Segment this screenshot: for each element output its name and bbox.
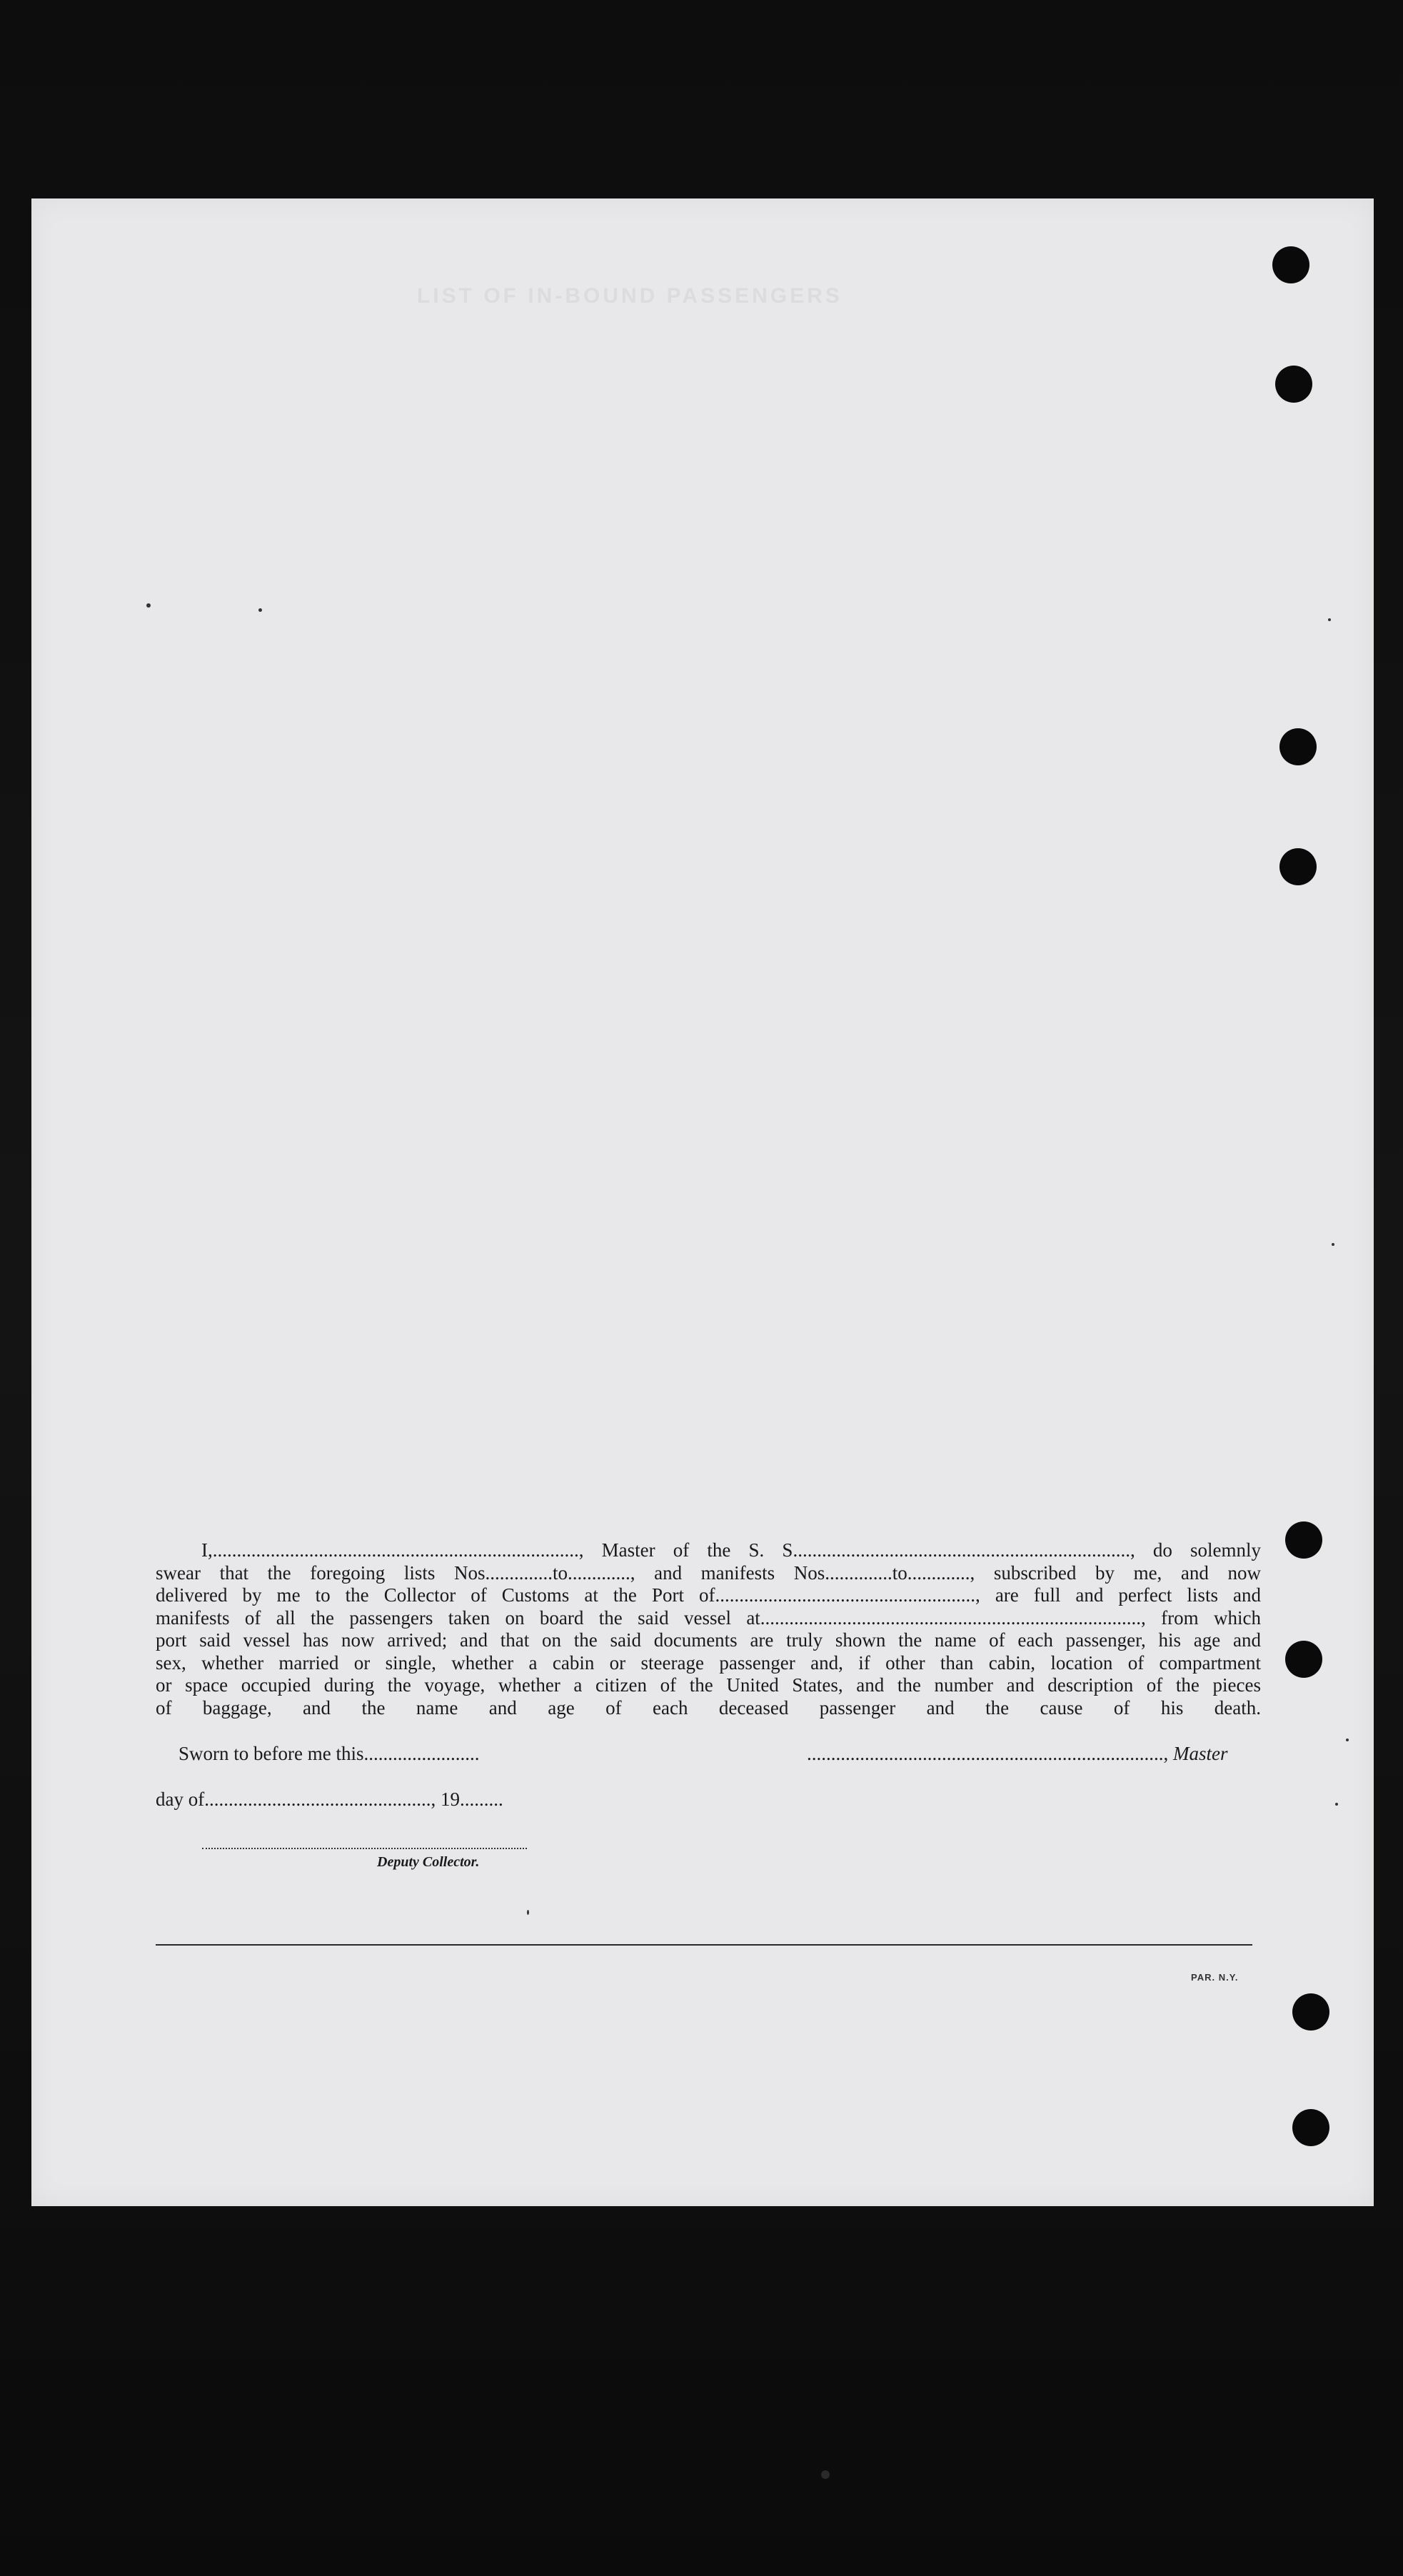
oath-paragraph xyxy=(156,1539,1261,1719)
speck xyxy=(821,2470,830,2479)
master-signature-dots: .........................................................................., xyxy=(807,1743,1169,1764)
oath-line: I,............................................................................, Master of the S. S......................................................................, do solemnly xyxy=(201,1539,1261,1561)
printer-mark: PAR. N.Y. xyxy=(1191,1972,1239,1983)
day-of-label: day of..............................................., 19......... xyxy=(156,1788,503,1810)
oath-line: port said vessel has now arrived; and that on the said documents are truly shown the name of each passenger, his age and xyxy=(156,1629,1261,1651)
oath-line-last: of baggage, and the name and age of each deceased passenger and the cause of his death. xyxy=(156,1696,1261,1719)
punch-hole xyxy=(1272,246,1309,283)
punch-hole xyxy=(1285,1641,1322,1678)
punch-hole xyxy=(1279,848,1317,885)
master-label: Master xyxy=(1173,1743,1228,1764)
speck xyxy=(1335,1803,1338,1806)
oath-line: swear that the foregoing lists Nos..............to............., and manifests Nos..............to............., subscribed by me, and now xyxy=(156,1561,1261,1584)
faded-header-bleedthrough: LIST OF IN-BOUND PASSENGERS xyxy=(417,284,843,308)
speck xyxy=(1332,1243,1334,1246)
punch-hole xyxy=(1292,1993,1329,2031)
punch-hole xyxy=(1292,2109,1329,2146)
document-page xyxy=(31,198,1374,2206)
oath-line: delivered by me to the Collector of Customs at the Port of......................................................, are full and perfect lists and xyxy=(156,1584,1261,1606)
deputy-collector-label: Deputy Collector. xyxy=(377,1854,480,1870)
punch-hole xyxy=(1279,728,1317,765)
footer-rule xyxy=(156,1944,1252,1946)
punch-hole xyxy=(1275,366,1312,403)
speck xyxy=(146,603,151,608)
master-signature-line xyxy=(807,1743,1228,1765)
speck xyxy=(1328,618,1331,621)
speck xyxy=(527,1910,529,1915)
oath-line: manifests of all the passengers taken on board the said vessel at..............................................................................., from which xyxy=(156,1606,1261,1629)
sworn-before-label: Sworn to before me this........................ xyxy=(178,1743,480,1764)
punch-hole xyxy=(1285,1521,1322,1559)
oath-line: sex, whether married or single, whether a cabin or steerage passenger and, if other than cabin, location of compartment xyxy=(156,1651,1261,1674)
speck xyxy=(1346,1739,1349,1741)
speck xyxy=(258,608,262,612)
oath-line: or space occupied during the voyage, whether a citizen of the United States, and the number and description of the pieces xyxy=(156,1674,1261,1696)
deputy-signature-line xyxy=(202,1848,527,1849)
